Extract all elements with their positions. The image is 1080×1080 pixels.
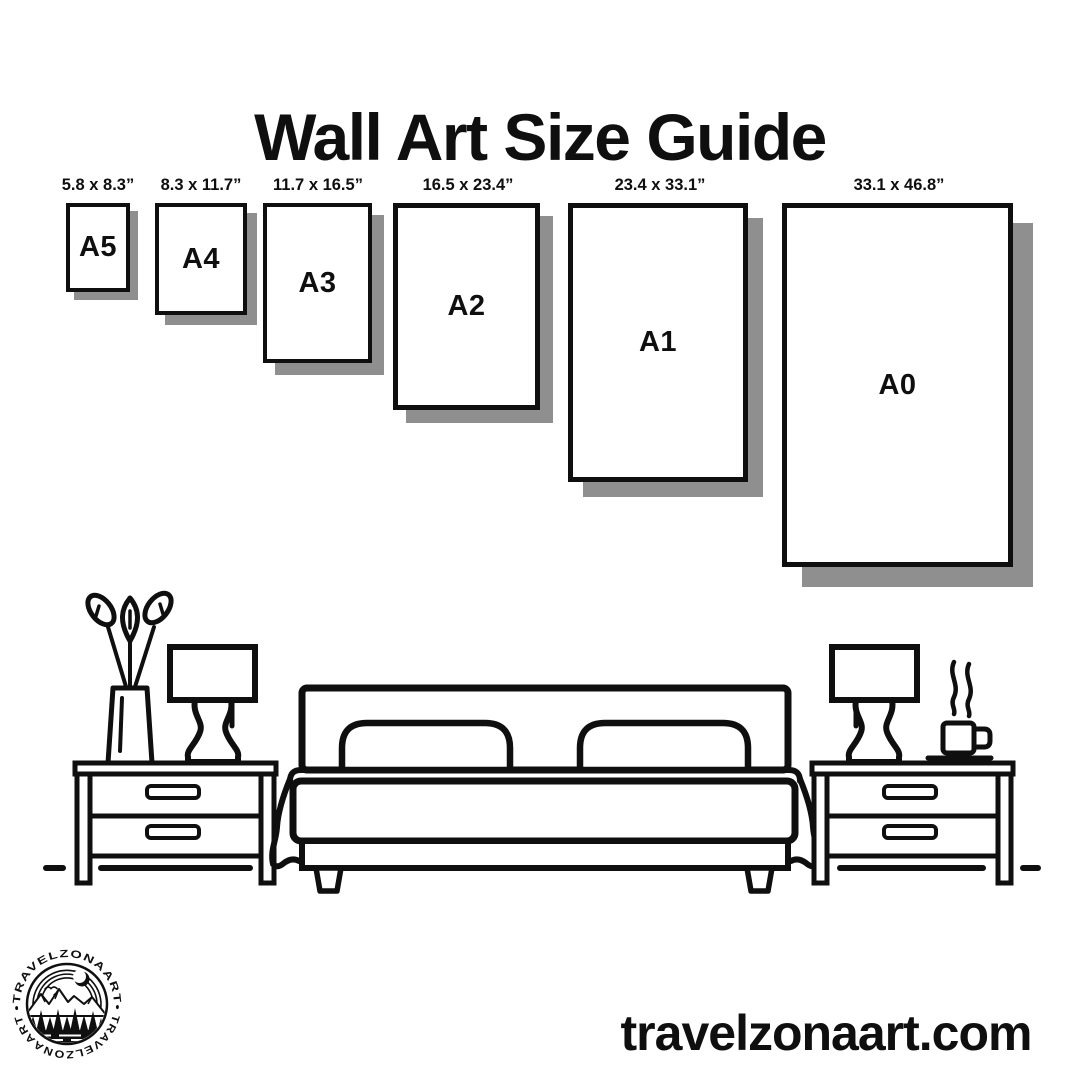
pillow-left (342, 723, 510, 770)
flower-vase-icon (83, 588, 177, 763)
bedroom-illustration (38, 585, 1045, 897)
size-label-a4: 8.3 x 11.7” (160, 176, 242, 194)
page-title: Wall Art Size Guide (254, 100, 826, 175)
logo-arc-top-text: •TRAVELZONAART• (10, 947, 124, 1011)
size-label-a3: 11.7 x 16.5” (273, 176, 363, 194)
table-lamp-right-icon (832, 647, 917, 762)
size-label-a1: 23.4 x 33.1” (614, 176, 706, 194)
frame-a3: A3 (263, 203, 372, 363)
pillow-right (580, 723, 748, 770)
size-label-a0: 33.1 x 46.8” (853, 176, 945, 194)
frame-a1: A1 (568, 203, 748, 482)
steam-icon (967, 664, 970, 716)
table-lamp-left-icon (170, 647, 255, 762)
frame-a0: A0 (782, 203, 1013, 567)
double-bed-icon (272, 688, 818, 891)
brand-logo (7, 942, 129, 1064)
frame-a2: A2 (393, 203, 540, 410)
frame-a5: A5 (66, 203, 130, 292)
logo-arc-bottom-text: TRAVELZONAART (12, 1013, 122, 1061)
size-label-a2: 16.5 x 23.4” (422, 176, 514, 194)
steam-icon (952, 662, 955, 714)
frame-a4: A4 (155, 203, 247, 315)
website-url: travelzonaart.com (620, 1005, 1032, 1061)
size-label-a5: 5.8 x 8.3” (61, 176, 135, 194)
coffee-cup-icon (928, 662, 991, 758)
